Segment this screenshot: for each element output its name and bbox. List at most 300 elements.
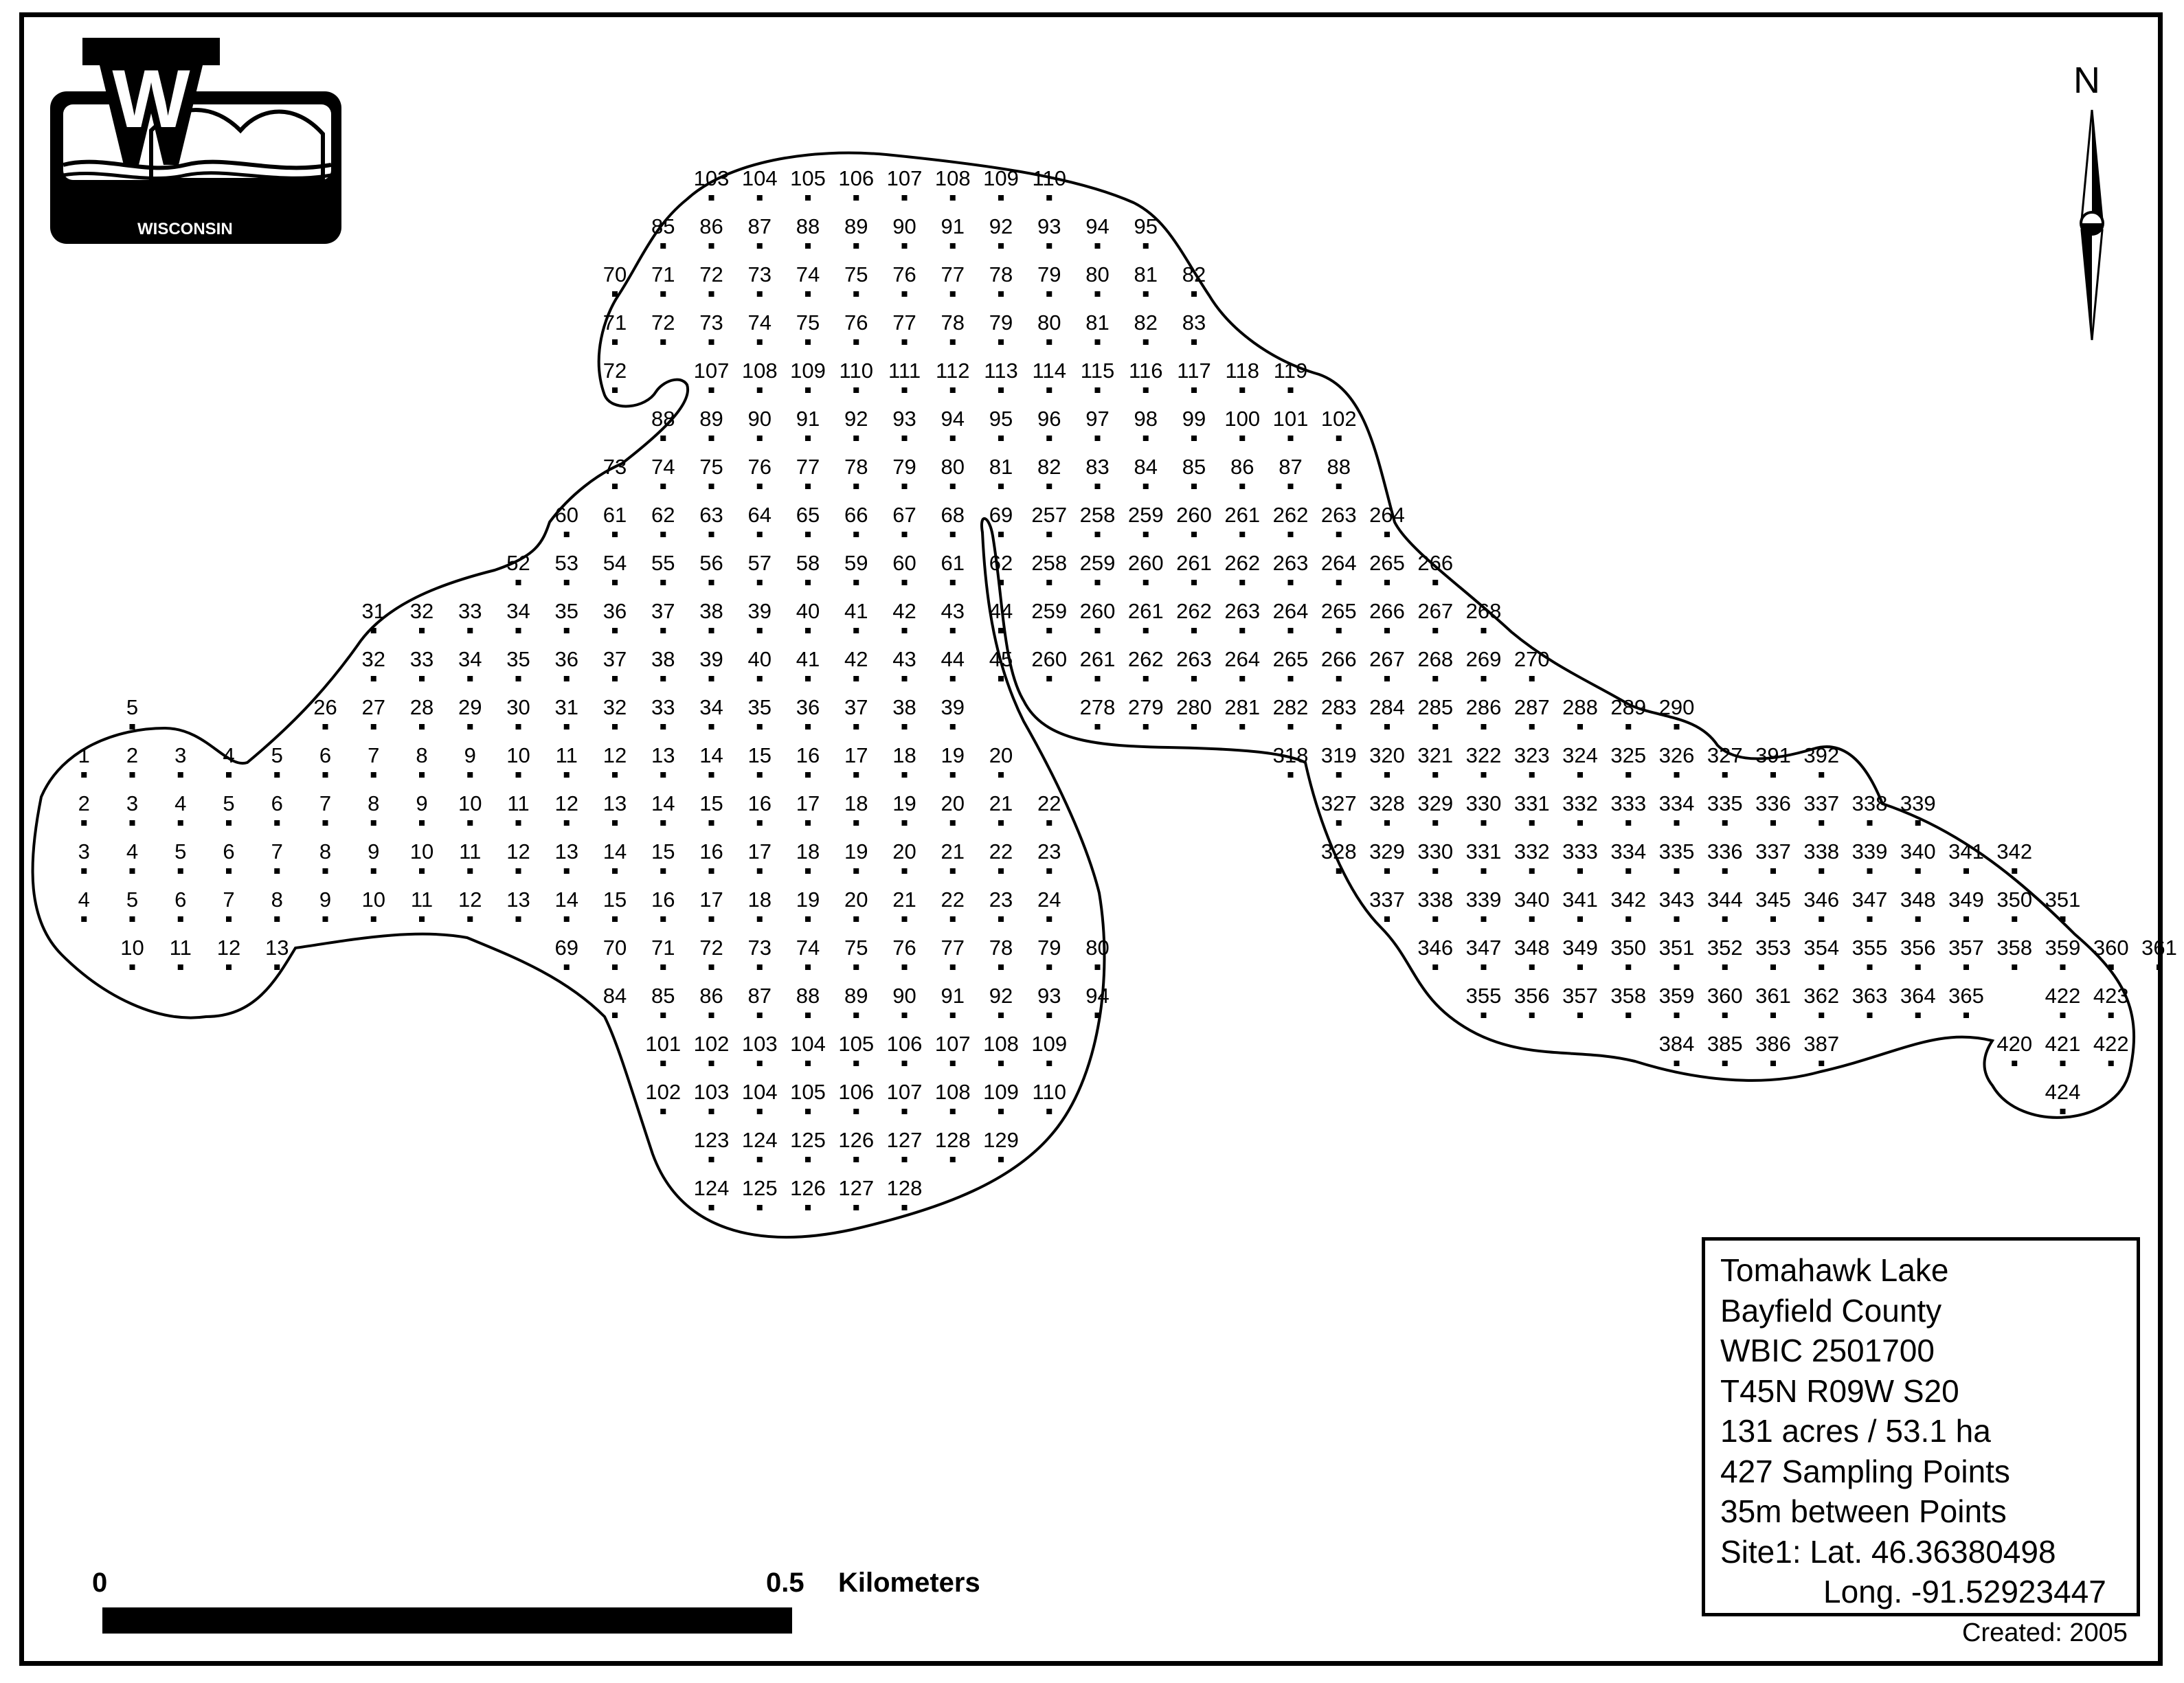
point-marker: [1239, 436, 1245, 441]
point-label: 330: [1417, 839, 1454, 863]
point-marker: [1915, 820, 1921, 826]
point-marker: [709, 916, 714, 922]
sampling-point-262: [1176, 599, 1212, 633]
point-label: 335: [1707, 791, 1743, 815]
point-marker: [757, 1205, 763, 1210]
point-marker: [660, 820, 666, 826]
point-marker: [1674, 868, 1680, 874]
point-label: 17: [844, 743, 868, 767]
sampling-point-106: [838, 1080, 874, 1114]
point-marker: [178, 964, 183, 970]
sampling-point-336: [1755, 791, 1791, 826]
point-marker: [1046, 484, 1052, 489]
point-label: 73: [603, 455, 627, 479]
sampling-point-31: [555, 695, 578, 730]
sampling-point-341: [1562, 888, 1598, 922]
sampling-point-35: [555, 599, 578, 633]
point-label: 105: [790, 1080, 826, 1104]
sampling-point-43: [941, 599, 965, 633]
point-marker: [1625, 724, 1631, 730]
sampling-point-4: [223, 743, 234, 778]
point-label: 33: [651, 695, 675, 719]
point-label: 107: [693, 359, 730, 383]
point-marker: [902, 1157, 908, 1162]
point-label: 88: [651, 407, 675, 431]
sampling-point-78: [844, 455, 868, 489]
sampling-point-264: [1224, 647, 1260, 681]
point-label: 267: [1417, 599, 1454, 623]
point-label: 26: [313, 695, 337, 719]
sampling-point-96: [1037, 407, 1061, 441]
point-marker: [1432, 676, 1438, 681]
sampling-point-107: [887, 166, 923, 201]
point-label: 12: [554, 791, 578, 815]
point-marker: [757, 1157, 763, 1162]
point-label: 78: [941, 310, 965, 335]
sampling-point-268: [1417, 647, 1453, 681]
sampling-point-84: [1134, 455, 1158, 489]
sampling-point-339: [1466, 888, 1502, 922]
point-marker: [2012, 868, 2017, 874]
point-label: 343: [1658, 888, 1695, 912]
sampling-point-423: [2093, 984, 2129, 1018]
point-label: 21: [989, 791, 1013, 815]
point-marker: [1046, 532, 1052, 537]
point-marker: [612, 532, 618, 537]
sampling-point-45: [989, 647, 1013, 681]
point-label: 92: [844, 407, 868, 431]
sampling-point-14: [555, 888, 578, 922]
sampling-point-258: [1080, 503, 1116, 537]
sampling-point-95: [1134, 214, 1158, 249]
point-marker: [1143, 436, 1149, 441]
point-marker: [1191, 628, 1197, 633]
point-label: 262: [1176, 599, 1212, 623]
sampling-point-73: [748, 936, 772, 970]
point-label: 93: [892, 407, 916, 431]
point-label: 5: [271, 743, 283, 767]
point-marker: [516, 724, 521, 730]
point-label: 17: [747, 839, 772, 863]
point-marker: [1722, 916, 1728, 922]
sampling-point-90: [748, 407, 772, 441]
point-label: 18: [892, 743, 916, 767]
point-label: 71: [651, 262, 675, 286]
logo-letter: W: [112, 53, 190, 145]
point-label: 76: [844, 310, 868, 335]
sampling-point-356: [1514, 984, 1550, 1018]
sampling-point-74: [796, 936, 820, 970]
point-label: 16: [747, 791, 772, 815]
point-marker: [419, 628, 425, 633]
point-label: 281: [1224, 695, 1261, 719]
point-label: 71: [651, 936, 675, 960]
point-marker: [612, 676, 618, 681]
point-label: 72: [699, 936, 723, 960]
point-label: 37: [651, 599, 675, 623]
sampling-point-20: [941, 791, 965, 826]
sampling-point-72: [651, 310, 675, 345]
point-label: 262: [1272, 503, 1309, 527]
point-label: 72: [603, 359, 627, 383]
point-label: 321: [1417, 743, 1454, 767]
point-label: 356: [1900, 936, 1936, 960]
sampling-point-259: [1080, 551, 1116, 585]
point-marker: [805, 580, 811, 585]
sampling-point-83: [1182, 310, 1206, 345]
point-label: 27: [361, 695, 385, 719]
sampling-point-326: [1659, 743, 1695, 778]
scale-zero-label: 0: [92, 1568, 108, 1598]
point-marker: [516, 868, 521, 874]
point-label: 32: [361, 647, 385, 671]
point-label: 264: [1224, 647, 1261, 671]
point-marker: [709, 1109, 714, 1114]
info-lake-name: Tomahawk Lake: [1720, 1252, 1949, 1288]
point-label: 40: [796, 599, 820, 623]
sampling-point-322: [1466, 743, 1502, 778]
point-marker: [612, 916, 618, 922]
point-marker: [2060, 1109, 2066, 1114]
point-label: 360: [2093, 936, 2129, 960]
sampling-point-6: [319, 743, 331, 778]
point-marker: [709, 291, 714, 297]
point-label: 9: [416, 791, 428, 815]
point-label: 75: [699, 455, 723, 479]
point-marker: [805, 628, 811, 633]
point-label: 91: [941, 214, 965, 238]
sampling-point-73: [603, 455, 627, 489]
sampling-point-323: [1514, 743, 1550, 778]
point-marker: [853, 628, 859, 633]
sampling-point-341: [1948, 839, 1984, 874]
point-label: 79: [892, 455, 916, 479]
sampling-point-87: [748, 984, 772, 1018]
point-label: 3: [175, 743, 187, 767]
sampling-point-320: [1369, 743, 1405, 778]
sampling-point-76: [844, 310, 868, 345]
sampling-point-72: [699, 936, 723, 970]
point-marker: [1336, 628, 1342, 633]
point-label: 261: [1176, 551, 1212, 575]
point-label: 77: [941, 262, 965, 286]
point-label: 94: [1085, 984, 1110, 1008]
info-point-count: 427 Sampling Points: [1720, 1453, 2010, 1489]
point-label: 81: [989, 455, 1013, 479]
sampling-point-424: [2045, 1080, 2081, 1114]
point-marker: [950, 339, 956, 345]
point-label: 7: [368, 743, 380, 767]
point-marker: [1288, 484, 1294, 489]
point-label: 35: [554, 599, 578, 623]
point-label: 38: [892, 695, 916, 719]
sampling-point-350: [1610, 936, 1646, 970]
point-label: 110: [1032, 1080, 1066, 1104]
point-marker: [805, 436, 811, 441]
sampling-point-101: [1273, 407, 1309, 441]
info-wbic: WBIC 2501700: [1720, 1333, 1935, 1368]
sampling-point-13: [651, 743, 675, 778]
point-marker: [998, 243, 1004, 249]
point-marker: [709, 339, 714, 345]
point-label: 111: [888, 359, 921, 383]
point-marker: [902, 820, 908, 826]
sampling-point-11: [507, 791, 529, 826]
sampling-point-325: [1610, 743, 1646, 778]
point-marker: [371, 724, 376, 730]
sampling-point-24: [1037, 888, 1061, 922]
point-marker: [1432, 628, 1438, 633]
point-label: 18: [796, 839, 820, 863]
point-label: 263: [1224, 599, 1261, 623]
sampling-point-11: [459, 839, 481, 874]
sampling-point-88: [796, 214, 820, 249]
point-marker: [564, 676, 570, 681]
sampling-point-101: [645, 1032, 681, 1066]
point-marker: [1046, 964, 1052, 970]
point-marker: [1143, 628, 1149, 633]
point-label: 92: [989, 214, 1013, 238]
point-label: 334: [1610, 839, 1647, 863]
sampling-point-327: [1707, 743, 1743, 778]
point-label: 359: [1658, 984, 1695, 1008]
sampling-point-128: [887, 1176, 923, 1210]
sampling-point-262: [1224, 551, 1260, 585]
point-label: 113: [984, 359, 1018, 383]
point-marker: [612, 964, 618, 970]
sampling-point-10: [120, 936, 144, 970]
point-marker: [805, 724, 811, 730]
sampling-point-19: [892, 791, 916, 826]
point-marker: [1191, 387, 1197, 393]
point-marker: [660, 676, 666, 681]
sampling-point-359: [2045, 936, 2081, 970]
sampling-point-9: [368, 839, 379, 874]
sampling-point-12: [458, 888, 482, 922]
sampling-point-15: [699, 791, 723, 826]
point-label: 355: [1851, 936, 1888, 960]
point-marker: [757, 436, 763, 441]
sampling-point-100: [1224, 407, 1260, 441]
sampling-point-13: [603, 791, 627, 826]
point-marker: [1046, 1061, 1052, 1066]
point-marker: [902, 291, 908, 297]
sampling-point-365: [1948, 984, 1984, 1018]
point-marker: [1095, 339, 1101, 345]
point-label: 44: [989, 599, 1013, 623]
point-marker: [1046, 436, 1052, 441]
point-label: 93: [1037, 214, 1061, 238]
sampling-point-270: [1514, 647, 1550, 681]
point-label: 76: [892, 936, 916, 960]
point-label: 107: [886, 1080, 923, 1104]
point-marker: [757, 1109, 763, 1114]
point-label: 19: [892, 791, 916, 815]
point-label: 351: [1658, 936, 1695, 960]
sampling-point-282: [1273, 695, 1309, 730]
point-label: 12: [458, 888, 482, 912]
point-marker: [902, 339, 908, 345]
point-label: 88: [796, 214, 820, 238]
point-label: 89: [844, 984, 868, 1008]
point-label: 95: [1134, 214, 1158, 238]
sampling-point-385: [1707, 1032, 1743, 1066]
point-marker: [564, 964, 570, 970]
point-marker: [660, 628, 666, 633]
sampling-point-32: [603, 695, 627, 730]
sampling-point-32: [410, 599, 434, 633]
sampling-point-74: [796, 262, 820, 297]
point-marker: [1770, 772, 1776, 778]
point-label: 82: [1182, 262, 1206, 286]
point-label: 279: [1127, 695, 1164, 719]
sampling-point-125: [742, 1176, 778, 1210]
point-marker: [853, 436, 859, 441]
sampling-point-124: [742, 1128, 778, 1162]
point-label: 350: [1996, 888, 2033, 912]
point-marker: [2012, 1061, 2017, 1066]
point-label: 79: [1037, 262, 1061, 286]
point-marker: [853, 1109, 859, 1114]
point-marker: [709, 964, 714, 970]
point-label: 13: [554, 839, 578, 863]
point-marker: [853, 820, 859, 826]
sampling-point-103: [694, 1080, 730, 1114]
point-marker: [1095, 532, 1101, 537]
sampling-point-81: [1134, 262, 1158, 297]
point-marker: [1384, 820, 1390, 826]
point-label: 6: [271, 791, 283, 815]
sampling-point-35: [506, 647, 530, 681]
point-marker: [323, 916, 328, 922]
point-label: 357: [1562, 984, 1598, 1008]
point-marker: [612, 820, 618, 826]
point-label: 80: [1037, 310, 1061, 335]
sampling-point-38: [699, 599, 723, 633]
point-label: 260: [1079, 599, 1116, 623]
point-marker: [998, 291, 1004, 297]
point-label: 335: [1658, 839, 1695, 863]
point-label: 29: [458, 695, 482, 719]
point-marker: [1481, 916, 1487, 922]
sampling-point-286: [1466, 695, 1502, 730]
point-label: 270: [1513, 647, 1550, 671]
sampling-point-71: [651, 936, 675, 970]
sampling-point-321: [1417, 743, 1453, 778]
point-marker: [1046, 676, 1052, 681]
sampling-point-262: [1128, 647, 1164, 681]
point-label: 350: [1610, 936, 1647, 960]
sampling-point-23: [989, 888, 1013, 922]
point-label: 13: [265, 936, 289, 960]
point-marker: [853, 484, 859, 489]
point-marker: [274, 820, 280, 826]
sampling-point-80: [941, 455, 965, 489]
point-label: 77: [892, 310, 916, 335]
point-label: 19: [796, 888, 820, 912]
point-marker: [467, 916, 473, 922]
point-label: 262: [1127, 647, 1164, 671]
point-label: 14: [603, 839, 627, 863]
sampling-point-108: [742, 359, 778, 393]
sampling-point-7: [271, 839, 283, 874]
point-marker: [1722, 772, 1728, 778]
point-marker: [323, 724, 328, 730]
sampling-point-346: [1417, 936, 1453, 970]
point-marker: [1336, 724, 1342, 730]
sampling-point-358: [1610, 984, 1646, 1018]
point-marker: [902, 676, 908, 681]
point-marker: [950, 243, 956, 249]
point-marker: [1384, 580, 1390, 585]
point-label: 86: [699, 214, 723, 238]
point-marker: [1191, 724, 1197, 730]
point-marker: [853, 1157, 859, 1162]
point-label: 107: [886, 166, 923, 190]
sampling-point-364: [1900, 984, 1936, 1018]
point-marker: [1143, 484, 1149, 489]
point-marker: [805, 1109, 811, 1114]
sampling-point-422: [2093, 1032, 2129, 1066]
point-marker: [1095, 580, 1101, 585]
point-label: 7: [271, 839, 283, 863]
sampling-point-117: [1177, 359, 1211, 393]
point-label: 331: [1513, 791, 1550, 815]
point-marker: [1770, 964, 1776, 970]
sampling-point-1: [78, 743, 90, 778]
point-marker: [1432, 964, 1438, 970]
point-marker: [950, 484, 956, 489]
point-label: 58: [796, 551, 820, 575]
sampling-point-5: [175, 839, 186, 874]
point-marker: [757, 195, 763, 201]
point-marker: [1191, 676, 1197, 681]
sampling-point-93: [892, 407, 916, 441]
point-marker: [853, 387, 859, 393]
point-label: 322: [1465, 743, 1502, 767]
sampling-point-346: [1803, 888, 1839, 922]
point-label: 265: [1320, 599, 1357, 623]
point-label: 344: [1707, 888, 1743, 912]
point-marker: [902, 195, 908, 201]
point-label: 268: [1417, 647, 1454, 671]
point-marker: [612, 1013, 618, 1018]
scale-bar: [102, 1607, 792, 1634]
point-marker: [998, 628, 1004, 633]
sampling-point-422: [2045, 984, 2081, 1018]
point-label: 129: [983, 1128, 1019, 1152]
wdnr-logo: [48, 38, 386, 262]
sampling-point-30: [506, 695, 530, 730]
point-marker: [902, 628, 908, 633]
point-marker: [1336, 532, 1342, 537]
point-label: 348: [1513, 936, 1550, 960]
point-label: 266: [1369, 599, 1405, 623]
sampling-point-85: [651, 984, 675, 1018]
point-label: 67: [892, 503, 916, 527]
sampling-point-357: [1948, 936, 1984, 970]
info-box: [1702, 1237, 2140, 1616]
point-label: 42: [892, 599, 916, 623]
point-marker: [757, 868, 763, 874]
sampling-point-266: [1417, 551, 1453, 585]
point-label: 7: [223, 888, 235, 912]
sampling-point-71: [651, 262, 675, 297]
logo-line-1: WISCONSIN: [137, 220, 233, 238]
point-marker: [1239, 532, 1245, 537]
sampling-point-36: [603, 599, 627, 633]
point-marker: [1191, 436, 1197, 441]
